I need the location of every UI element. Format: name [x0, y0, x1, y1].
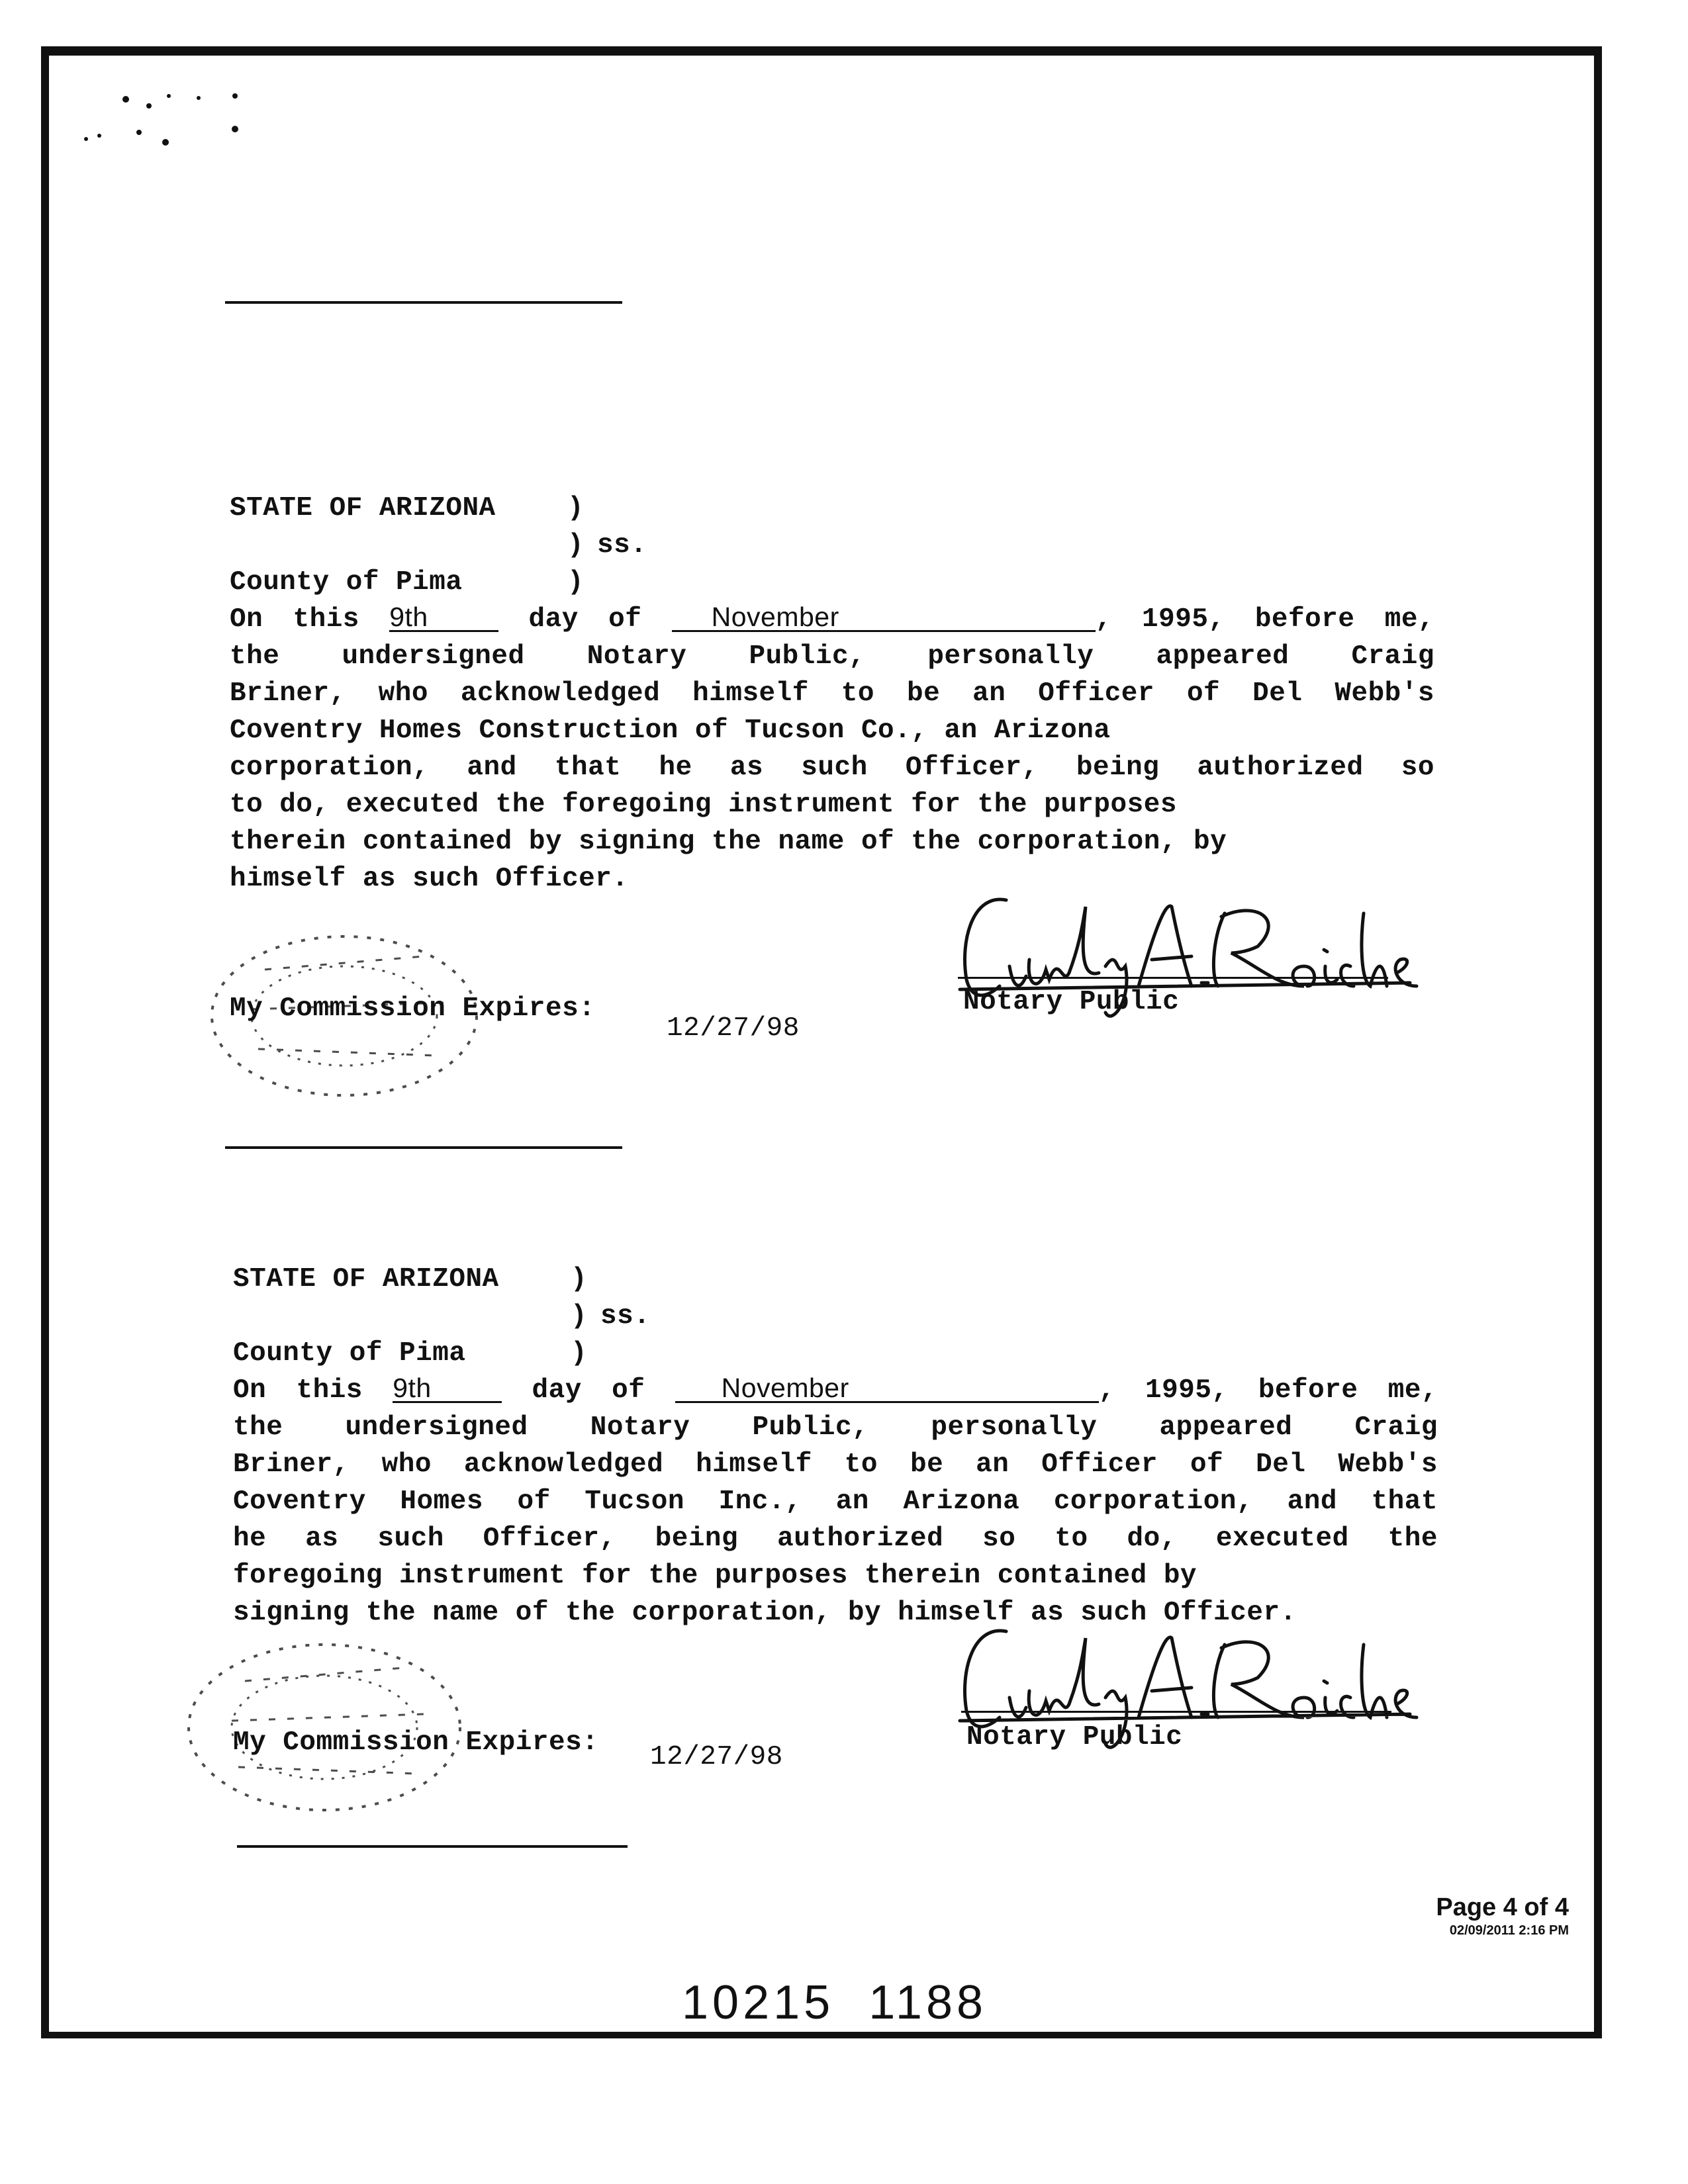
- page-number: Page 4 of 4: [1436, 1893, 1569, 1921]
- venue: [230, 490, 1434, 601]
- paren: ): [571, 1338, 588, 1369]
- paragraph-line: On this 9th day of November , 1995, before me,: [230, 602, 1435, 635]
- month-field: November: [672, 604, 1096, 632]
- paragraph-line: to do, executed the foregoing instrument for the purposes: [230, 790, 1177, 820]
- paragraph-line: signing the name of the corporation, by himself as such Officer.: [233, 1598, 1297, 1628]
- notary-seal-2: [172, 1628, 477, 1827]
- county-label: County of Pima: [230, 567, 463, 598]
- paren: ): [567, 530, 585, 561]
- commission-date: 12/27/98: [650, 1742, 783, 1772]
- paragraph-line: the undersigned Notary Public, personally appeared Craig: [230, 641, 1434, 672]
- paren: ): [571, 1301, 588, 1332]
- paragraph-line: he as such Officer, being authorized so to do, executed the: [233, 1524, 1438, 1554]
- paren: ): [567, 493, 585, 523]
- notary-public-label: Notary Public: [963, 987, 1180, 1017]
- notary-signature-1: [947, 887, 1423, 1019]
- state-label: STATE OF ARIZONA: [230, 493, 496, 523]
- paragraph-line: Coventry Homes Construction of Tucson Co., an Arizona: [230, 715, 1111, 746]
- paragraph-line: the undersigned Notary Public, personally appeared Craig: [233, 1412, 1438, 1443]
- document-number: 10215 1188: [682, 1976, 988, 2029]
- paragraph-line: Briner, who acknowledged himself to be an Officer of Del Webb's: [230, 678, 1434, 709]
- ss-label: ss.: [600, 1301, 651, 1332]
- paragraph-line: corporation, and that he as such Officer, being authorized so: [230, 752, 1434, 783]
- separator-rule: [225, 1146, 622, 1149]
- month-field: November: [675, 1375, 1099, 1403]
- commission-date: 12/27/98: [667, 1013, 800, 1044]
- commission-label: My Commission Expires:: [233, 1727, 599, 1758]
- scan-specks: [0, 0, 265, 172]
- bottom-rule: [237, 1845, 628, 1848]
- acknowledgment-paragraph: [230, 601, 1434, 897]
- paragraph-line: himself as such Officer.: [230, 864, 629, 894]
- acknowledgment-paragraph: [233, 1372, 1438, 1631]
- county-label: County of Pima: [233, 1338, 466, 1369]
- notary-public-label: Notary Public: [966, 1722, 1183, 1752]
- notary-seal-1: [192, 917, 496, 1109]
- day-field: 9th: [389, 604, 498, 632]
- paragraph-line: Coventry Homes of Tucson Inc., an Arizona corporation, and that: [233, 1486, 1438, 1517]
- paragraph-line: therein contained by signing the name of the corporation, by: [230, 827, 1227, 857]
- page-info: [1436, 1893, 1569, 1939]
- paragraph-line: Briner, who acknowledged himself to be an Officer of Del Webb's: [233, 1449, 1438, 1480]
- ss-label: ss.: [597, 530, 647, 561]
- print-timestamp: 02/09/2011 2:16 PM: [1449, 1923, 1569, 1938]
- day-field: 9th: [393, 1375, 502, 1403]
- venue: [233, 1261, 1438, 1372]
- commission-label: My Commission Expires:: [230, 993, 596, 1024]
- paragraph-line: foregoing instrument for the purposes therein contained by: [233, 1561, 1197, 1591]
- paren: ): [571, 1264, 588, 1295]
- paragraph-line: On this 9th day of November , 1995, before me,: [233, 1373, 1438, 1406]
- paren: ): [567, 567, 585, 598]
- top-rule: [225, 301, 622, 304]
- notary-signature-2: [947, 1618, 1423, 1751]
- state-label: STATE OF ARIZONA: [233, 1264, 499, 1295]
